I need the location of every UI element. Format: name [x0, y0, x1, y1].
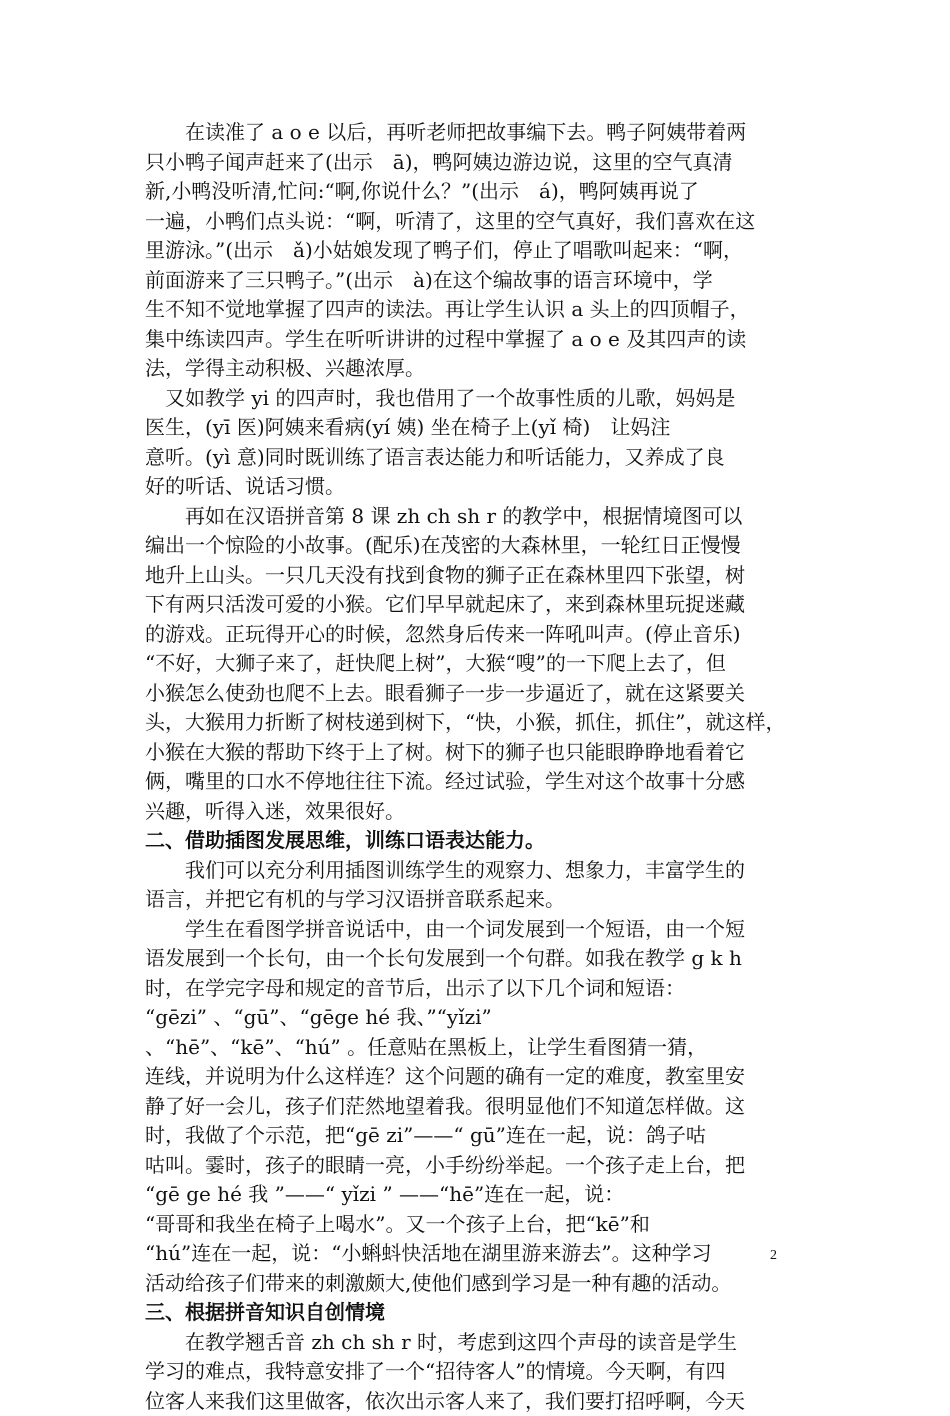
paragraph-line: 学生在看图学拼音说话中，由一个词发展到一个短语，由一个短	[145, 915, 807, 945]
section-heading: 三、根据拼音知识自创情境	[145, 1298, 807, 1328]
page-number: 2	[770, 1248, 777, 1264]
paragraph-line: 静了好一会儿，孩子们茫然地望着我。很明显他们不知道怎样做。这	[145, 1092, 807, 1122]
paragraph-line: 时，在学完字母和规定的音节后，出示了以下几个词和短语：	[145, 974, 807, 1004]
paragraph-line: 医生，(yī 医)阿姨来看病(yí 姨) 坐在椅子上(yǐ 椅) 让妈注	[145, 413, 807, 443]
paragraph-line: 在读准了 a o e 以后，再听老师把故事编下去。鸭子阿姨带着两	[145, 118, 807, 148]
paragraph-line: 我们可以充分利用插图训练学生的观察力、想象力，丰富学生的	[145, 856, 807, 886]
paragraph-line: “gēzi” 、“gū”、“gēge hé 我、”“yǐzi”	[145, 1003, 807, 1033]
paragraph-line: 好的听话、说话习惯。	[145, 472, 807, 502]
paragraph-line: 活动给孩子们带来的刺激颇大,使他们感到学习是一种有趣的活动。	[145, 1269, 807, 1299]
paragraph-line: 再如在汉语拼音第 8 课 zh ch sh r 的教学中，根据情境图可以	[145, 502, 807, 532]
paragraph-line: 俩，嘴里的口水不停地往往下流。经过试验，学生对这个故事十分感	[145, 767, 807, 797]
paragraph-line: 新,小鸭没听清,忙问:“啊,你说什么？”(出示 á)，鸭阿姨再说了	[145, 177, 807, 207]
paragraph-line: 在教学翘舌音 zh ch sh r 时，考虑到这四个声母的读音是学生	[145, 1328, 807, 1358]
document-body	[145, 118, 807, 1416]
paragraph-line: 里游泳。”(出示 ǎ)小姑娘发现了鸭子们，停止了唱歌叫起来：“啊，	[145, 236, 807, 266]
section-heading: 二、借助插图发展思维，训练口语表达能力。	[145, 826, 807, 856]
paragraph-line: 集中练读四声。学生在听听讲讲的过程中掌握了 a o e 及其四声的读	[145, 325, 807, 355]
paragraph-line: 头，大猴用力折断了树枝递到树下，“快，小猴，抓住，抓住”，就这样，	[145, 708, 807, 738]
paragraph-line: 下有两只活泼可爱的小猴。它们早早就起床了，来到森林里玩捉迷藏	[145, 590, 807, 620]
paragraph-line: 法，学得主动积极、兴趣浓厚。	[145, 354, 807, 384]
paragraph-line: 语发展到一个长句，由一个长句发展到一个句群。如我在教学 g k h	[145, 944, 807, 974]
paragraph-line: 意听。(yì 意)同时既训练了语言表达能力和听话能力，又养成了良	[145, 443, 807, 473]
paragraph-line: “哥哥和我坐在椅子上喝水”。又一个孩子上台，把“kē”和	[145, 1210, 807, 1240]
paragraph-line: 位客人来我们这里做客，依次出示客人来了，我们要打招呼啊，今天	[145, 1387, 807, 1416]
paragraph-line: 小猴怎么使劲也爬不上去。眼看狮子一步一步逼近了，就在这紧要关	[145, 679, 807, 709]
paragraph-line: “hú”连在一起，说：“小蝌蚪快活地在湖里游来游去”。这种学习	[145, 1239, 807, 1269]
paragraph-line: 又如教学 yi 的四声时，我也借用了一个故事性质的儿歌，妈妈是	[145, 384, 807, 414]
paragraph-line: “gē ge hé 我 ”——“ yǐzi ” ——“hē”连在一起，说：	[145, 1180, 807, 1210]
paragraph-line: 前面游来了三只鸭子。”(出示 à)在这个编故事的语言环境中，学	[145, 266, 807, 296]
paragraph-line: 、“hē”、“kē”、“hú” 。任意贴在黑板上，让学生看图猜一猜，	[145, 1033, 807, 1063]
paragraph-line: “不好，大狮子来了，赶快爬上树”，大猴“嗖”的一下爬上去了，但	[145, 649, 807, 679]
paragraph-line: 咕叫。霎时，孩子的眼睛一亮，小手纷纷举起。一个孩子走上台，把	[145, 1151, 807, 1181]
paragraph-line: 学习的难点，我特意安排了一个“招待客人”的情境。今天啊，有四	[145, 1357, 807, 1387]
paragraph-line: 一遍，小鸭们点头说：“啊，听清了，这里的空气真好，我们喜欢在这	[145, 207, 807, 237]
paragraph-line: 只小鸭子闻声赶来了(出示 ā)，鸭阿姨边游边说，这里的空气真清	[145, 148, 807, 178]
paragraph-line: 时，我做了个示范，把“gē zi”——“ gū”连在一起，说：鸽子咕	[145, 1121, 807, 1151]
paragraph-line: 编出一个惊险的小故事。(配乐)在茂密的大森林里，一轮红日正慢慢	[145, 531, 807, 561]
paragraph-line: 地升上山头。一只几天没有找到食物的狮子正在森林里四下张望，树	[145, 561, 807, 591]
paragraph-line: 的游戏。正玩得开心的时候，忽然身后传来一阵吼叫声。(停止音乐)	[145, 620, 807, 650]
paragraph-line: 语言，并把它有机的与学习汉语拼音联系起来。	[145, 885, 807, 915]
paragraph-line: 小猴在大猴的帮助下终于上了树。树下的狮子也只能眼睁睁地看着它	[145, 738, 807, 768]
paragraph-line: 连线，并说明为什么这样连？这个问题的确有一定的难度，教室里安	[145, 1062, 807, 1092]
paragraph-line: 兴趣，听得入迷，效果很好。	[145, 797, 807, 827]
paragraph-line: 生不知不觉地掌握了四声的读法。再让学生认识 a 头上的四顶帽子，	[145, 295, 807, 325]
